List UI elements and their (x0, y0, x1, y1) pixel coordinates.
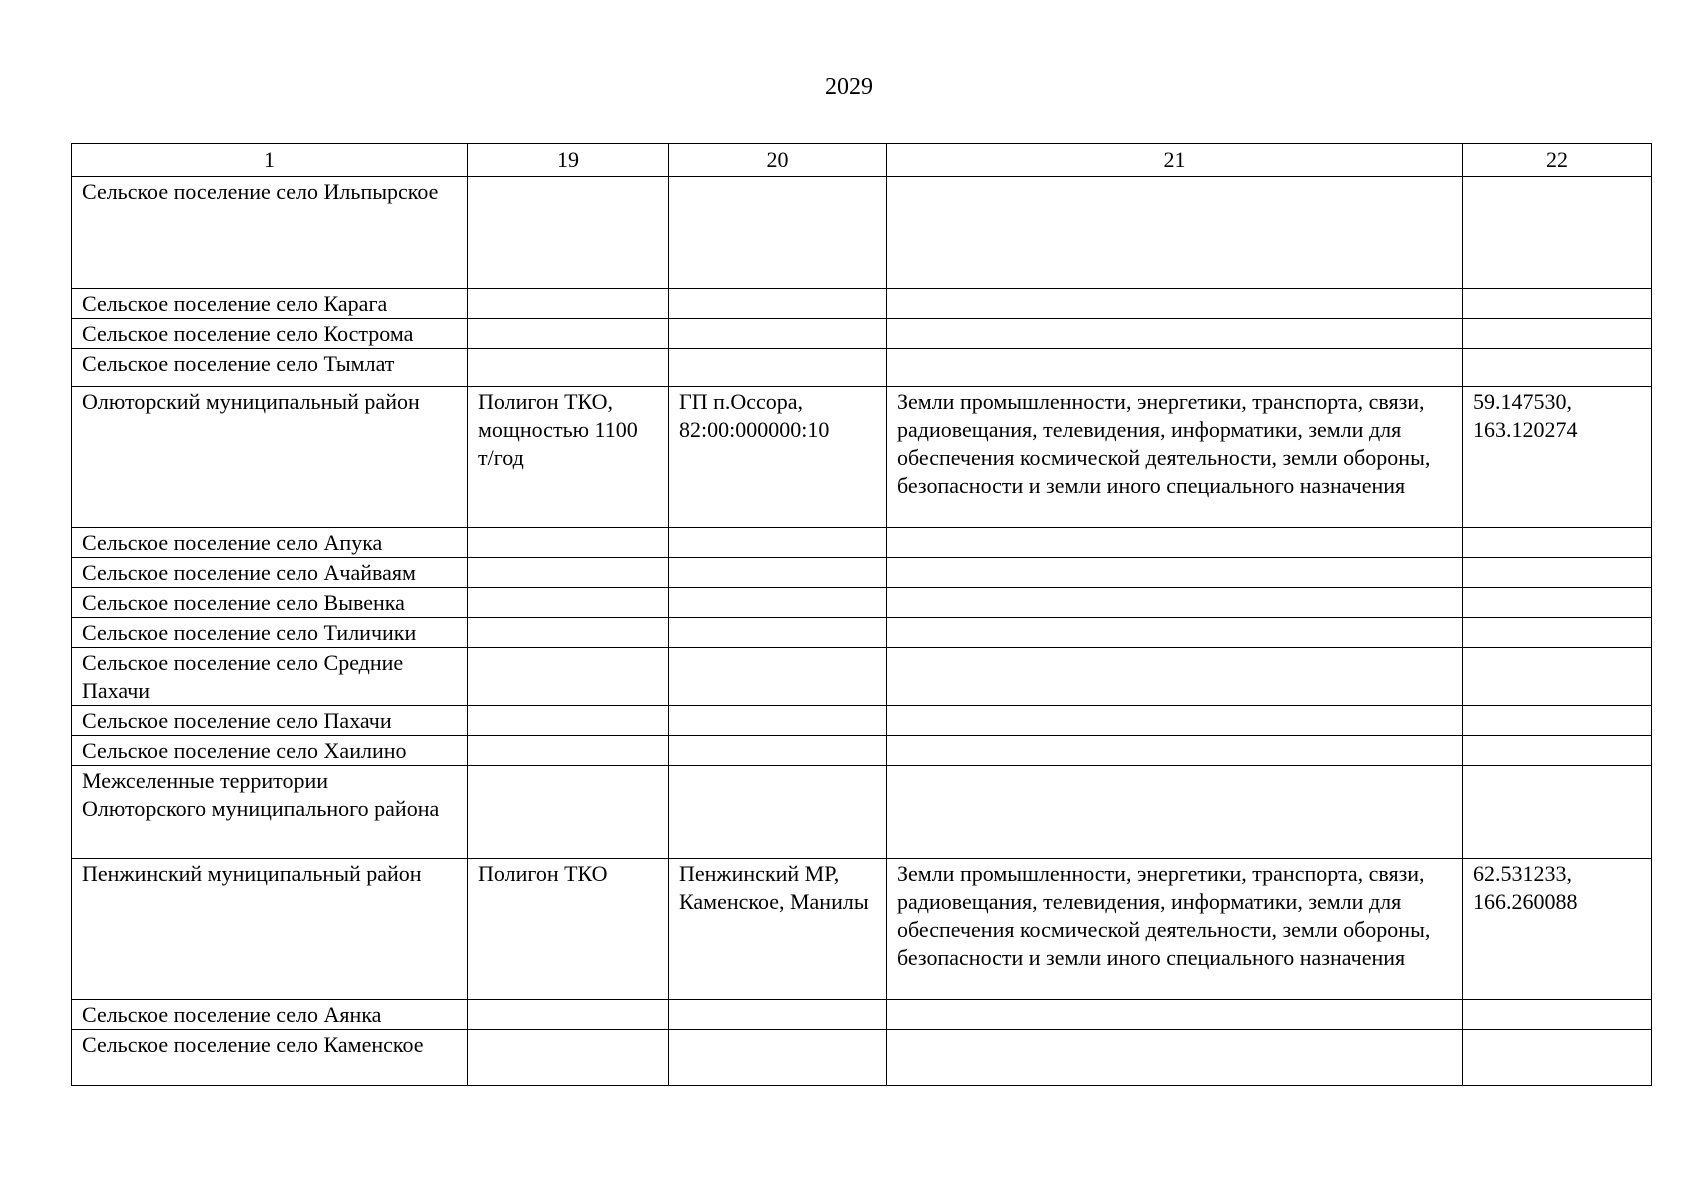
table-row (72, 289, 1652, 319)
table-cell: Сельское поселение село Ильпырское (72, 177, 468, 289)
table-cell (1463, 289, 1652, 319)
table-cell (1463, 319, 1652, 349)
table-cell (669, 349, 887, 387)
table-row (72, 706, 1652, 736)
table-cell (468, 558, 669, 588)
table-cell (887, 706, 1463, 736)
table-cell: Полигон ТКО (468, 859, 669, 1000)
page-number: 2029 (825, 74, 873, 100)
table-cell (887, 1000, 1463, 1030)
table-cell (468, 1000, 669, 1030)
table-cell: 62.531233, 166.260088 (1463, 859, 1652, 1000)
table-cell (468, 1030, 669, 1086)
table-cell (887, 736, 1463, 766)
table-cell (1463, 558, 1652, 588)
table-row (72, 648, 1652, 706)
table-cell: Сельское поселение село Тымлат (72, 349, 468, 387)
table-row (72, 766, 1652, 859)
column-header: 20 (669, 144, 887, 177)
table-cell (1463, 706, 1652, 736)
table-row (72, 588, 1652, 618)
table-cell (669, 736, 887, 766)
table-cell: Полигон ТКО, мощностью 1100 т/год (468, 387, 669, 528)
table-cell: Земли промышленности, энергетики, транспорта, связи, радиовещания, телевидения, информатики, земли для обеспечения космической деятельности, земли обороны, безопасности и земли иного специального назначения (887, 387, 1463, 528)
table-cell: Сельское поселение село Тиличики (72, 618, 468, 648)
table-cell: Земли промышленности, энергетики, транспорта, связи, радиовещания, телевидения, информатики, земли для обеспечения космической деятельности, земли обороны, безопасности и земли иного специального назначения (887, 859, 1463, 1000)
table-cell (468, 618, 669, 648)
table-cell (669, 648, 887, 706)
table-cell: Межселенные территории Олюторского муниципального района (72, 766, 468, 859)
table-header-row (72, 144, 1652, 177)
table-cell (887, 558, 1463, 588)
table-cell (887, 289, 1463, 319)
table-cell (887, 1030, 1463, 1086)
table-row (72, 1030, 1652, 1086)
data-table (71, 143, 1652, 1086)
table-cell (669, 319, 887, 349)
table-row (72, 1000, 1652, 1030)
table-cell: Пенжинский муниципальный район (72, 859, 468, 1000)
table-cell (669, 1030, 887, 1086)
table-cell: Сельское поселение село Хаилино (72, 736, 468, 766)
table-row (72, 558, 1652, 588)
table-cell (887, 766, 1463, 859)
table-cell (887, 648, 1463, 706)
table-cell: 59.147530, 163.120274 (1463, 387, 1652, 528)
table-cell: Сельское поселение село Аянка (72, 1000, 468, 1030)
table-cell: Сельское поселение село Вывенка (72, 588, 468, 618)
table-cell (1463, 1030, 1652, 1086)
table-cell (468, 289, 669, 319)
table-cell (887, 618, 1463, 648)
table-cell (468, 528, 669, 558)
table-cell (468, 736, 669, 766)
table-cell (468, 177, 669, 289)
table-cell (669, 706, 887, 736)
table-cell (468, 349, 669, 387)
table-cell (1463, 528, 1652, 558)
table-cell (669, 177, 887, 289)
table-cell (887, 588, 1463, 618)
table-cell (669, 618, 887, 648)
table-row (72, 387, 1652, 528)
table-cell: Сельское поселение село Карага (72, 289, 468, 319)
table-cell (669, 528, 887, 558)
column-header: 22 (1463, 144, 1652, 177)
table-cell: Сельское поселение село Кострома (72, 319, 468, 349)
table-cell (1463, 766, 1652, 859)
table-cell: Сельское поселение село Средние Пахачи (72, 648, 468, 706)
table-row (72, 349, 1652, 387)
table-cell (1463, 1000, 1652, 1030)
table-cell: Сельское поселение село Пахачи (72, 706, 468, 736)
table-cell (887, 349, 1463, 387)
table-cell (1463, 588, 1652, 618)
table-cell (669, 289, 887, 319)
column-header: 19 (468, 144, 669, 177)
table-cell: Пенжинский МР, Каменское, Манилы (669, 859, 887, 1000)
table-cell (468, 706, 669, 736)
table-cell: Олюторский муниципальный район (72, 387, 468, 528)
table-row (72, 319, 1652, 349)
table-cell (1463, 618, 1652, 648)
table-cell (669, 1000, 887, 1030)
table-cell (669, 588, 887, 618)
table-row (72, 736, 1652, 766)
table-cell (887, 177, 1463, 289)
column-header: 1 (72, 144, 468, 177)
table-cell (1463, 177, 1652, 289)
table-row (72, 618, 1652, 648)
table-cell: Сельское поселение село Ачайваям (72, 558, 468, 588)
table-cell (887, 528, 1463, 558)
table-cell (669, 558, 887, 588)
table-row (72, 177, 1652, 289)
table-cell (1463, 349, 1652, 387)
table-cell: Сельское поселение село Апука (72, 528, 468, 558)
column-header: 21 (887, 144, 1463, 177)
table-cell: ГП п.Оссора, 82:00:000000:10 (669, 387, 887, 528)
table-cell (468, 648, 669, 706)
table-cell (468, 766, 669, 859)
table-cell: Сельское поселение село Каменское (72, 1030, 468, 1086)
table-cell (1463, 648, 1652, 706)
table-cell (468, 588, 669, 618)
table-row (72, 859, 1652, 1000)
table-cell (669, 766, 887, 859)
table-cell (468, 319, 669, 349)
table-cell (1463, 736, 1652, 766)
table-row (72, 528, 1652, 558)
table-cell (887, 319, 1463, 349)
